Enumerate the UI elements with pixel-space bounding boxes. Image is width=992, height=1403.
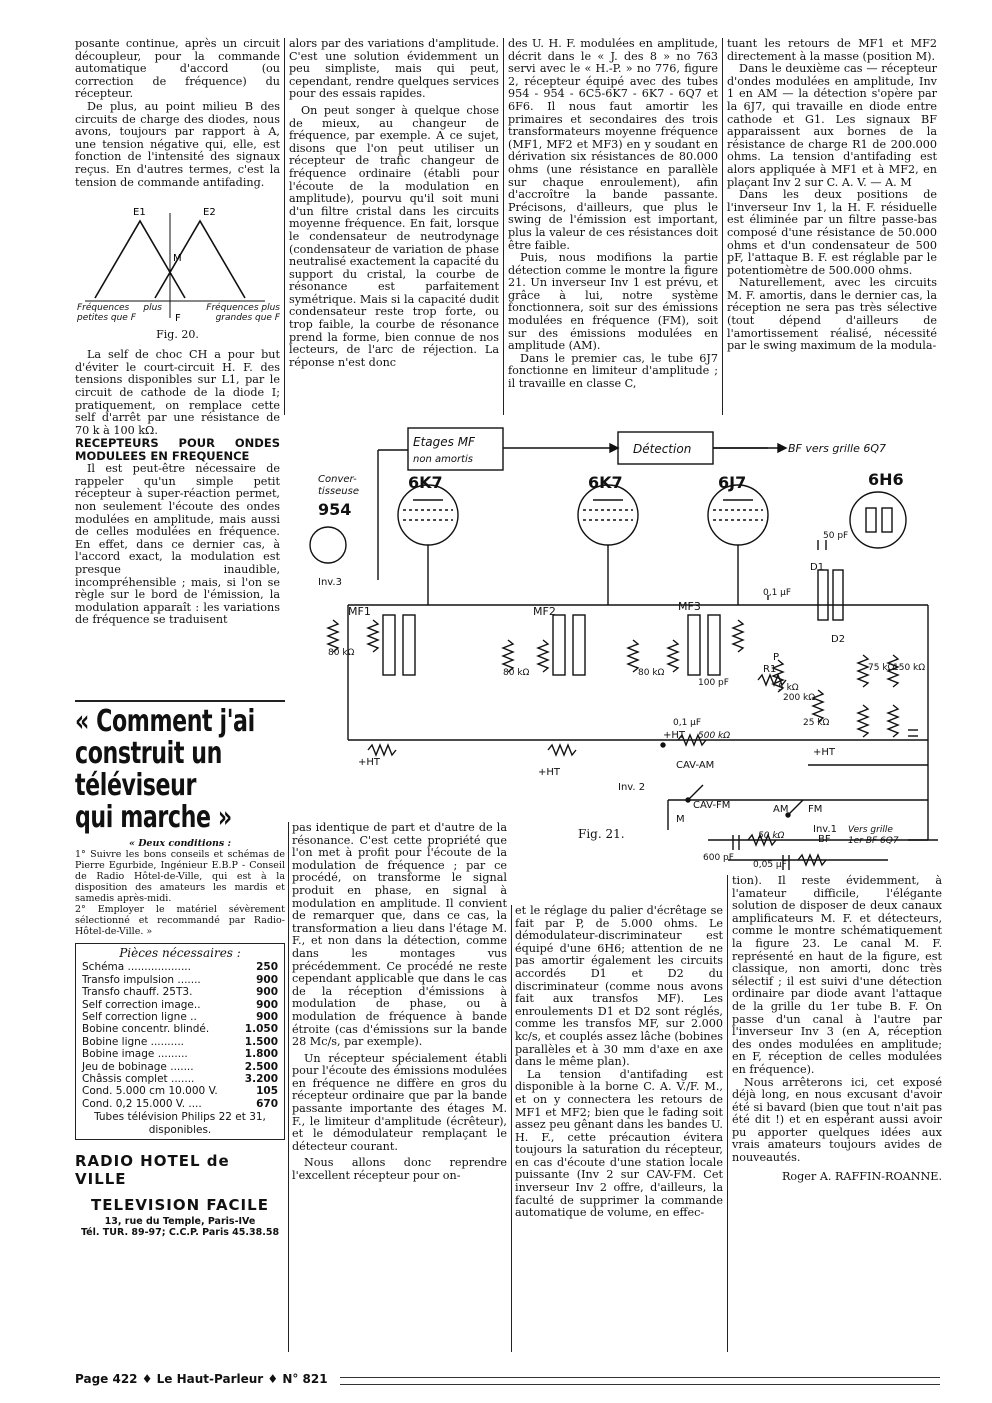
part-name: Cond. 5.000 cm 10.000 V. [82, 1085, 218, 1098]
part-name: Self correction ligne .. [82, 1011, 197, 1024]
part-price: 900 [256, 986, 278, 999]
parts-list [75, 943, 285, 1140]
paragraph: Naturellement, avec les circuits M. F. amortis, dans le dernier cas, la réception ne sera pas très sélective (tout dépend d'ailleurs de l'amortissement réalisé, nécessité par le swing maximum de la modula- [727, 276, 937, 353]
ad-address: 13, rue du Temple, Paris-IVe [104, 1216, 256, 1228]
paragraph: Nous allons donc reprendre l'excellent récepteur pour on- [292, 1156, 507, 1183]
parts-row [82, 1048, 278, 1060]
r5k-label: 5 kΩ [778, 683, 799, 693]
paragraph: Dans les deux positions de l'inverseur Inv 1, la H. F. résiduelle est éliminée par un filtre passe-bas composé d'une résistance de 50.000 ohms et d'un condensateur de 500 pF, l'attaque B. F. est réglable par le potentiomètre de 500.000 ohms. [727, 188, 937, 277]
c01-label: 0,1 μF [763, 588, 792, 598]
column-rule-6 [727, 875, 728, 1352]
paragraph: tuant les retours de MF1 et MF2 directement à la masse (position M). [727, 37, 937, 63]
part-name: Bobine concentr. blindé. [82, 1023, 210, 1036]
r50k-label: 50 kΩ [758, 831, 785, 841]
figure-20 [75, 193, 280, 343]
tube-6k7b-label: 6K7 [588, 473, 623, 492]
parts-row [82, 1073, 278, 1085]
column-4-top [727, 38, 937, 353]
c100-label: 100 pF [698, 678, 729, 688]
parts-row [82, 1011, 278, 1023]
part-price: 1.800 [244, 1048, 278, 1061]
column-rule-4 [288, 822, 289, 1352]
paragraph: La self de choc CH a pour but d'éviter le court-circuit H. F. des tensions disponibles sur L1, par le circuit de cathode de la diode I; pratiquement, on remplace cette self d'arrêt par une résistance de 70 k à 100 kΩ. [75, 348, 280, 437]
fig20-right-label: Fréquences plus grandes que F [206, 303, 280, 324]
fig20-e2-label: E2 [203, 207, 216, 219]
column-2-bottom [292, 822, 507, 1183]
mf2-label: MF2 [533, 605, 556, 618]
part-price: 1.500 [244, 1035, 278, 1048]
paragraph: Il est peut-être nécessaire de rappeler qu'un simple petit récepteur à super-réaction permet, non seulement l'écoute des ondes modulées en amplitude, mais aussi de celles modulées en fréquence. En effet, dans ce dernier cas, à l'accord exact, la modulation est presque inaudible, incompréhensible ; mais, si l'on se règle sur le bord de l'émission, la modulation apparaît : les variations de fréquence se traduisent [75, 462, 280, 627]
ad-title-line: téléviseur [75, 768, 196, 803]
inv1-label: Inv.1 [813, 824, 837, 835]
part-name: Bobine ligne .......... [82, 1035, 184, 1048]
fig20-f-label: F [175, 313, 181, 325]
parts-row [82, 961, 278, 973]
grille-label-2: 1er BF 6Q7 [848, 836, 899, 846]
parts-row [82, 986, 278, 998]
advertisement [75, 700, 285, 1238]
page-footer: Page 422 ♦ Le Haut-Parleur ♦ N° 821 [75, 1372, 328, 1386]
part-price: 3.200 [244, 1073, 278, 1086]
part-name: Châssis complet ....... [82, 1073, 195, 1086]
ad-title-line: « Comment j'ai [75, 704, 255, 739]
part-price: 670 [256, 1097, 278, 1110]
r80k-label-2: 80 kΩ [503, 668, 530, 678]
r25k-label: 25 kΩ [803, 718, 830, 728]
label-bf-out: BF vers grille 6Q7 [788, 442, 886, 455]
r200k-label: 200 kΩ [783, 693, 816, 703]
parts-row [82, 1098, 278, 1110]
parts-row [82, 1036, 278, 1048]
fig20-m-label: M [173, 253, 182, 265]
column-rule-5 [511, 905, 512, 1352]
c005-label: 0,05 μF [753, 860, 787, 870]
m-label: M [676, 814, 685, 825]
tube-6h6-label: 6H6 [868, 470, 904, 489]
column-2-top [289, 38, 499, 369]
label-convertisseuse-2: tisseuse [318, 486, 359, 497]
ad-top-rule [75, 700, 285, 702]
r80k-label-3: 80 kΩ [638, 668, 665, 678]
paragraph: La tension d'antifading est disponible à la borne C. A. V./F. M., et on y connectera les retours de MF1 et MF2; bien que le fading soit assez peu gênant dans les bandes U. H. F., cette précaution évitera toujours la saturation du récepteur, en cas d'écoute d'une station locale puissante (Inv 2 sur CAV-FM. Cet inverseur Inv 2 offre, d'ailleurs, la faculté de supprimer la commande automatique de volume, en effec- [515, 1067, 723, 1220]
paragraph: Nous arrêterons ici, cet exposé déjà long, en nous excusant d'avoir été si bavard (bien que tout n'ait pas été dit !) et en espérant aussi avoir pu apporter quelques idées aux vrais amateurs toujours avides de nouveautés. [732, 1075, 942, 1165]
paragraph: Dans le deuxième cas — récepteur d'ondes modulées en amplitude, Inv 1 en AM — la détection s'opère par la 6J7, qui travaille en diode entre cathode et G1. Les signaux BF apparaissent aux bornes de la résistance de charge R1 de 200.000 ohms. La tension d'antifading est alors appliquée à MF1 et à MF2, en plaçant Inv 2 sur C. A. V. — A. M [727, 62, 937, 189]
cav-am-label: CAV-AM [676, 760, 715, 771]
c01b-label: 0,1 μF [673, 718, 702, 728]
parts-row [82, 1023, 278, 1035]
column-3-bottom [515, 905, 723, 1220]
tube-6k7a-label: 6K7 [408, 473, 443, 492]
grille-label-1: Vers grille [848, 825, 893, 835]
paragraph: De plus, au point milieu B des circuits de charge des diodes, nous avons, toujours par rapport à A, une tension négative qui, elle, est fonction de l'intensité des signaux reçus. En d'autres termes, c'est la tension de commande antifading. [75, 99, 280, 189]
c600-label: 600 pF [703, 853, 734, 863]
part-price: 1.050 [244, 1023, 278, 1036]
parts-title: Pièces nécessaires : [119, 946, 241, 960]
paragraph: posante continue, après un circuit découpleur, pour la commande automatique d'accord (ou correction de fréquence) du récepteur. [75, 37, 280, 101]
part-price: 900 [256, 973, 278, 986]
column-rule-2 [503, 38, 504, 415]
column-rule-3 [722, 38, 723, 415]
paragraph: Dans le premier cas, le tube 6J7 fonctionne en limiteur d'amplitude ; il travaille en classe C, [508, 351, 718, 391]
r1-label: R1 [763, 664, 777, 675]
label-non-amortis: non amortis [413, 454, 473, 465]
mf3-label: MF3 [678, 600, 701, 613]
part-price: 2.500 [244, 1060, 278, 1073]
part-name: Self correction image.. [82, 998, 201, 1011]
part-price: 900 [256, 1011, 278, 1024]
label-detection: Détection [633, 442, 692, 456]
part-name: Jeu de bobinage ....... [82, 1060, 194, 1073]
paragraph: pas identique de part et d'autre de la résonance. C'est cette propriété que l'on met à profit pour l'écoute de la modulation de fréquence ; par ce procédé, on transforme le signal produit en phase, en signal à modulation en amplitude. Il convient de remarquer que, dans ce cas, la transformation a lieu dans l'étage M. F., et non dans la détection, comme dans les montages vus précédemment. Ce procédé ne reste cependant applicable que dans le cas de la réception d'émissions à modulation de phase, ou à modulation de fréquence à bande étroite (cas d'émissions sur la bande 28 Mc/s, par exemple). [292, 821, 507, 1049]
brand-subtitle: TELEVISION FACILE [91, 1196, 269, 1215]
ad-title-line: qui marche » [75, 800, 232, 835]
ad-condition-1: 1° Suivre les bons conseils et schémas de Pierre Egurbide, Ingénieur E.B.P - Conseil de Radio Hôtel-de-Ville, qui est à la disposition des amateurs les mardis et samedis après-midi. [75, 849, 285, 904]
ad-conditions [75, 838, 285, 937]
paragraph: Puis, nous modifions la partie détection comme le montre la figure 21. Un inverseur Inv 1 est prévu, et grâce à lui, notre système fonctionnera, soit sur des émissions modulées en fréquence (FM), soit sur des émissions modulées en amplitude (AM). [508, 251, 718, 353]
paragraph: alors par des variations d'amplitude. C'est une solution évidemment un peu simpliste, mais qui peut, cependant, rendre quelques services pour des essais rapides. [289, 37, 499, 101]
p-label: P [773, 652, 780, 663]
ad-phone: Tél. TUR. 89-97; C.C.P. Paris 45.38.58 [80, 1227, 280, 1239]
fig20-caption: Fig. 20. [156, 328, 199, 342]
parts-row [82, 1085, 278, 1097]
parts-row [82, 974, 278, 986]
schematic-diagram [288, 420, 948, 870]
section-heading: RECEPTEURS POUR ONDES MODULEES EN FREQUENCE [75, 436, 280, 464]
ht-label-3: +HT [663, 730, 686, 741]
am-label: AM [773, 804, 789, 815]
paragraph: On peut songer à quelque chose de mieux, au changeur de fréquence, par exemple. A ce sujet, disons que l'on peut utiliser un récepteur de trafic changeur de fréquence ordinaire (établi pour l'écoute de la modulation en amplitude), pourvu qu'il soit muni d'un filtre cristal dans les circuits moyenne fréquence. En fait, lorsque le condensateur de neutrodynage (condensateur de variation de phase neutralisé exactement la capacité du support du cristal, la courbe de résonance est parfaitement symétrique. Mais si la capacité dudit condensateur reste trop forte, ou trop faible, la courbe de résonance prend la forme, bien connue de nos lecteurs, de l'arc de réjection. La réponse n'est donc [289, 103, 499, 369]
paragraph: tion). Il reste évidemment, à l'amateur difficile, l'élégante solution de disposer de deux canaux amplificateurs M. F. et détecteurs, comme le montre schématiquement la figure 23. Le canal M. F. représenté en haut de la figure, est classique, non amorti, donc très sélectif ; il est suivi d'une détection ordinaire par diode avant l'attaque de la grille du 1er tube B. F. On passe d'un canal à l'autre par l'inverseur Inv 3 (en A, réception des ondes modulées en amplitude; en F, réception de celles modulées en fréquence). [732, 874, 942, 1076]
ad-conditions-title: « Deux conditions : [128, 838, 232, 849]
parts-row [82, 999, 278, 1011]
author-signature: Roger A. RAFFIN-ROANNE. [781, 1169, 942, 1183]
label-convertisseuse: Conver- [318, 474, 357, 485]
column-rule-1 [284, 38, 285, 415]
bf-label: BF [818, 834, 831, 845]
paragraph: des U. H. F. modulées en amplitude, décrit dans le « J. des 8 » no 763 servi avec le « H.-P. » no 776, figure 2, récepteur équipé avec des tubes 954 - 954 - 6C5-6K7 - 6K7 - 6Q7 et 6F6. Il nous faut amortir les primaires et secondaires des trois transformateurs moyenne fréquence (MF1, MF2 et MF3) en y soudant en dérivation six résistances de 80.000 ohms (une résistance en parallèle sur chaque enroulement), afin d'accroître la bande passante. Précisons, d'ailleurs, que plus le swing de l'émission est important, plus la valeur de ces résistances doit être faible. [508, 37, 718, 252]
ad-title-line: construit un [75, 736, 222, 771]
mf1-label: MF1 [348, 605, 371, 618]
part-name: Bobine image ......... [82, 1048, 188, 1061]
part-price: 900 [256, 998, 278, 1011]
parts-row [82, 1061, 278, 1073]
footer-rule [340, 1377, 940, 1385]
fig20-e1-label: E1 [133, 207, 146, 219]
ht-label-2: +HT [538, 767, 561, 778]
parts-note: Tubes télévision Philips 22 et 31, disponibles. [94, 1111, 266, 1136]
r500k-label: 500 kΩ [698, 731, 731, 741]
fig20-left-label: Fréquences plus petites que F [77, 303, 162, 324]
cav-fm-label: CAV-FM [693, 800, 731, 811]
c50-label: 50 pF [823, 531, 849, 541]
tube-954-label: 954 [318, 500, 352, 519]
part-name: Transfo chauff. 25T3. [82, 986, 193, 999]
inv2-label: Inv. 2 [618, 782, 646, 793]
part-name: Transfo impulsion ....... [82, 973, 201, 986]
d2-label: D2 [831, 634, 846, 645]
brand-name: RADIO HOTEL de VILLE [75, 1152, 230, 1189]
r75k-label: 75 kΩ [868, 663, 895, 673]
fm-label: FM [808, 804, 823, 815]
column-4-bottom [732, 875, 942, 1183]
part-price: 105 [256, 1085, 278, 1098]
inv3-label: Inv.3 [318, 577, 342, 588]
part-name: Cond. 0,2 15.000 V. .... [82, 1097, 202, 1110]
tube-6j7-label: 6J7 [718, 473, 747, 492]
fig21-caption: Fig. 21. [578, 827, 625, 841]
part-price: 250 [256, 961, 278, 974]
ht-label-4: +HT [813, 747, 836, 758]
d1-label: D1 [810, 562, 825, 573]
r150k-label: 150 kΩ [893, 663, 926, 673]
ad-condition-2: 2° Employer le matériel sévèrement sélectionné et recommandé par Radio-Hôtel-de-Ville. » [75, 904, 285, 937]
part-name: Schéma ................... [82, 961, 191, 974]
paragraph: Un récepteur spécialement établi pour l'écoute des émissions modulées en fréquence ne diffère en gros du récepteur ordinaire que par la bande passante importante des étages M. F., le limiteur d'amplitude (écrêteur), et le démodulateur remplaçant le détecteur courant. [292, 1051, 507, 1153]
column-3-top [508, 38, 718, 391]
r80k-label-1: 80 kΩ [328, 648, 355, 658]
column-1-top [75, 38, 280, 627]
figure-21 [288, 420, 948, 870]
ht-label-1: +HT [358, 757, 381, 768]
paragraph: et le réglage du palier d'écrêtage se fait par P, de 5.000 ohms. Le démodulateur-discriminateur est équipé d'une 6H6; attention de ne pas amortir également les circuits accordés D1 et D2 du discriminateur (comme nous avons fait aux transfos MF). Les enroulements D1 et D2 sont réglés, comme les transfos MF, sur 2.000 kc/s, et couplés assez lâche (bobines parallèles et à 30 mm d'axe en axe dans le même plan). [515, 904, 723, 1069]
label-etages-mf: Etages MF [413, 435, 475, 449]
